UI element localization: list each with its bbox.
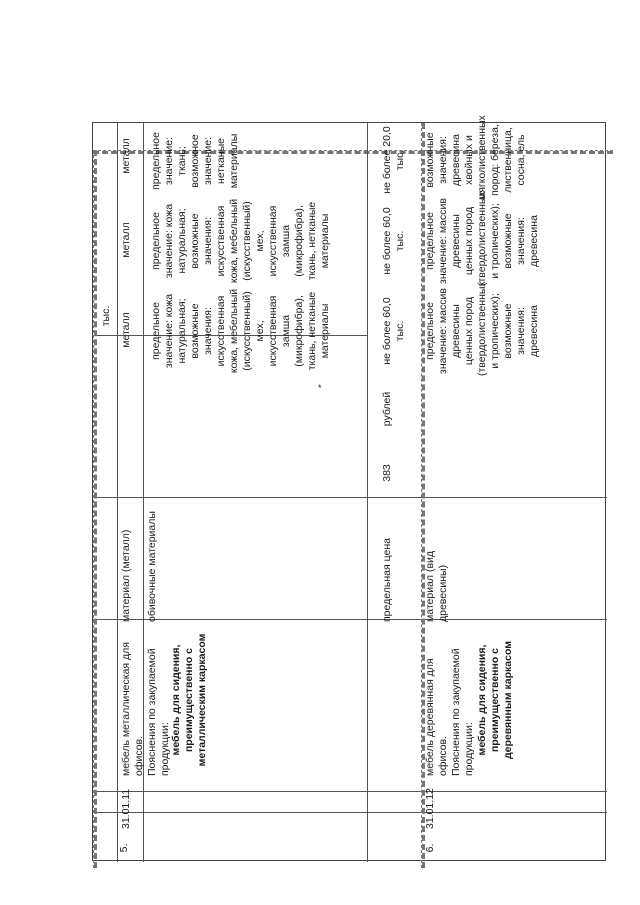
row5-colC-value: предельное значение: ткань; возможное значение: нетканые материалы (150, 132, 240, 190)
row6-name-bold: мебель для сидения, преимущественно с деревянным каркасом (476, 640, 514, 760)
row5-colC-price: не более 20,0 тыс. (381, 126, 406, 194)
table-rule (117, 123, 118, 862)
row5-okei-code: 383 (381, 464, 393, 482)
scan-mark: * (318, 383, 322, 393)
row6-colB-value: предельное значение: массив древесины ценных пород (твердолиственных и тропических); возможные значения: древесина (424, 191, 540, 286)
table-rule (93, 791, 607, 792)
row5-okei-unit: рублей (381, 391, 393, 427)
table-rule (93, 497, 607, 498)
row6-okpd-code: 31.01.12 (424, 788, 436, 829)
row5-attribute-upholstery: обивочные материалы (146, 511, 158, 622)
row6-attribute-wood: материал (вид древесины) (424, 550, 449, 622)
table-rule (93, 150, 97, 868)
row5-colA-price: не более 60,0 тыс. (381, 297, 406, 365)
table-rule (367, 123, 368, 862)
table-rule (93, 812, 607, 813)
row5-colB-header: металл (120, 222, 132, 258)
row5-colA-value: предельное значение: кожа натуральная; возможные значения: искусственная кожа, мебельный (искусственный) мех, искусственная замша (микрофибра), ткань, нетканые материалы (150, 288, 331, 374)
row5-colB-value: предельное значение: кожа натуральная; возможные значения: искусственная кожа, мебельный (искусственный) мех, искусственная замша (микрофибра), ткань, нетканые материалы (150, 198, 331, 284)
row6-colC-value: возможные значения: древесина хвойных и мягколиственных пород: береза, лиственница, сосна, ель (424, 115, 527, 200)
table-rule (93, 619, 607, 620)
row6-name-line1: мебель деревянная для офисов. (424, 658, 449, 776)
row5-number: 5. (118, 843, 130, 853)
row5-attribute-material: материал (металл) (120, 529, 132, 622)
row5-okpd-code: 31.01.11 (120, 788, 132, 829)
row5-attribute-price: предельная цена (381, 538, 393, 622)
row5-name-line1: мебель металлическая для офисов. (120, 642, 145, 776)
row6-name-line2: Пояснения по закупаемой продукции: (450, 648, 475, 776)
row5-continuation: тыс. (100, 305, 112, 327)
row5-colB-price: не более 60,0 тыс. (381, 207, 406, 275)
row5-name-line2: Пояснения по закупаемой продукции: (146, 648, 171, 776)
row6-colA-value: предельное значение: массив древесины ценных пород (твердолиственных и тропических); возможные значения: древесина (424, 281, 540, 376)
row6-number: 6. (424, 843, 436, 853)
row5-colA-header: металл (120, 312, 132, 348)
row5-colC-header: металл (120, 138, 132, 174)
row5-name-bold: мебель для сидения, преимущественно с металлическим каркасом (170, 633, 208, 767)
